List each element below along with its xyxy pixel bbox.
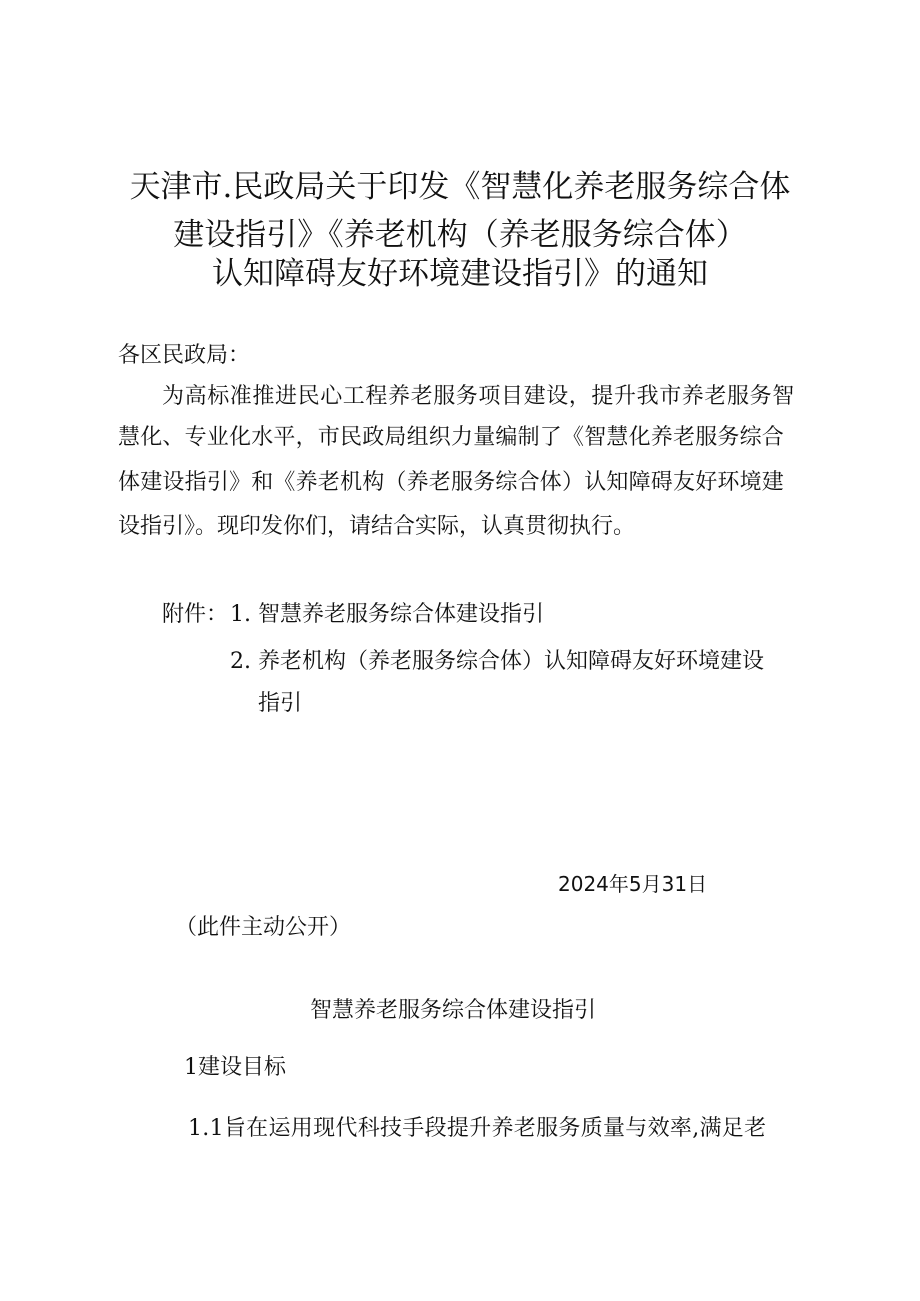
salutation: 各区民政局： bbox=[118, 343, 251, 368]
attachments-label: 附件： bbox=[162, 602, 229, 627]
body-paragraph-line-3: 体建设指引》和《养老机构（养老服务综合体）认知障碍友好环境建 bbox=[118, 470, 785, 495]
body-paragraph-line-2: 慧化、专业化水平，市民政局组织力量编制了《智慧化养老服务综合 bbox=[118, 425, 785, 450]
section-paragraph: 1.1旨在运用现代科技手段提升养老服务质量与效率,满足老 bbox=[188, 1116, 767, 1141]
body-paragraph-line-1: 为高标准推进民心工程养老服务项目建设，提升我市养老服务智 bbox=[162, 384, 795, 409]
attachment-item-2-line-2: 指引 bbox=[258, 691, 303, 716]
body-paragraph-line-4: 设指引》。现印发你们，请结合实际，认真贯彻执行。 bbox=[118, 514, 636, 539]
document-title-line-1: 天津市.民政局关于印发《智慧化养老服务综合体 bbox=[129, 169, 791, 205]
document-title-line-3: 认知障碍友好环境建设指引》的通知 bbox=[212, 256, 708, 292]
document-title-line-2: 建设指引》《养老机构（养老服务综合体） bbox=[173, 217, 747, 253]
disclosure-note: （此件主动公开） bbox=[175, 915, 352, 940]
section-heading: 1建设目标 bbox=[184, 1055, 286, 1080]
appendix-title: 智慧养老服务综合体建设指引 bbox=[310, 998, 597, 1023]
attachment-item-2-line-1: 2. 养老机构（养老服务综合体）认知障碍友好环境建设 bbox=[230, 649, 764, 674]
attachment-item-1: 1. 智慧养老服务综合体建设指引 bbox=[230, 602, 544, 627]
issue-date: 2024年5月31日 bbox=[558, 872, 708, 896]
